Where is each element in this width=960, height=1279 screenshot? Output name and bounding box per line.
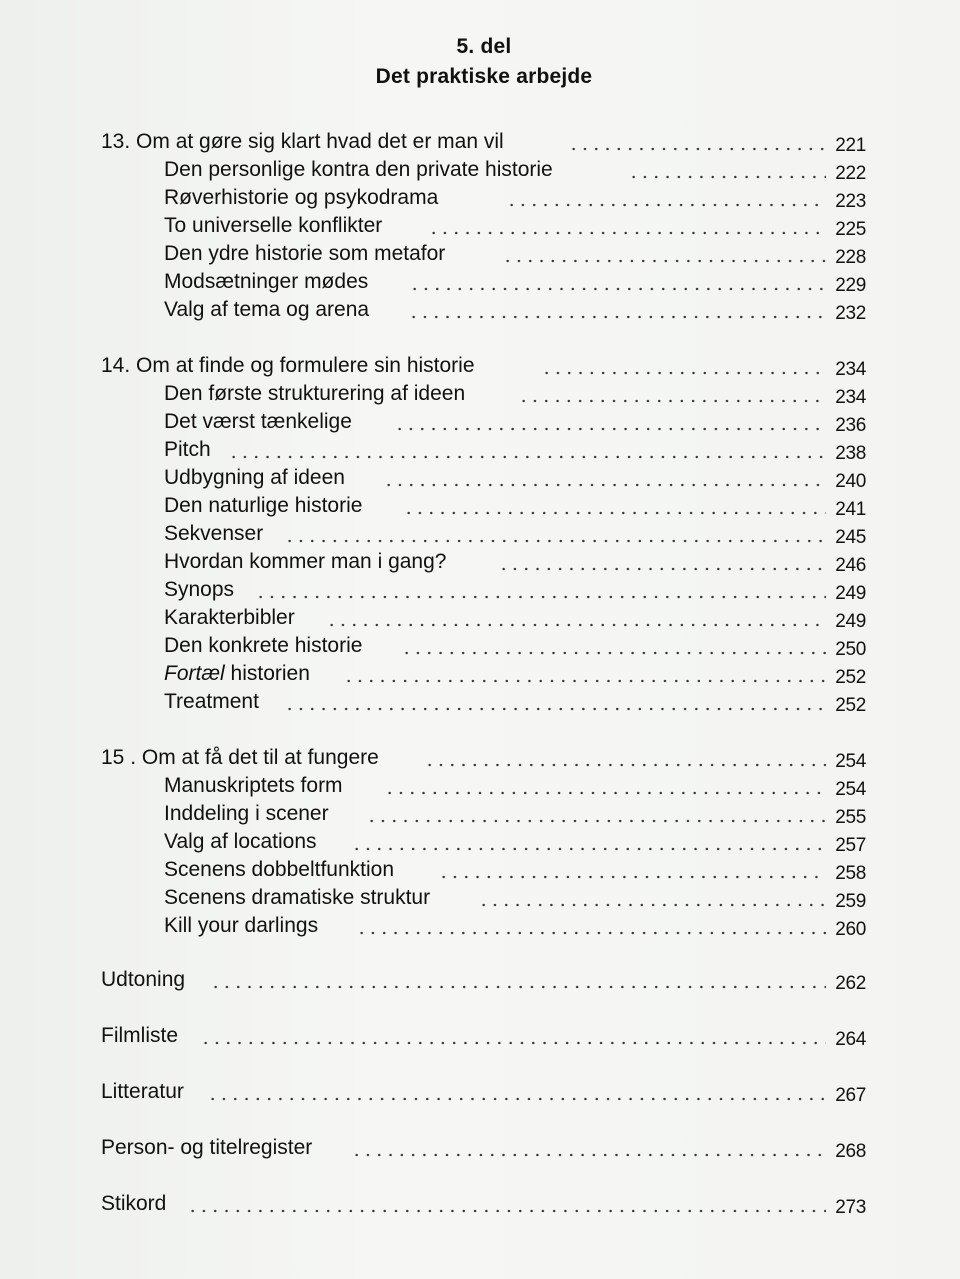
toc-entry — [0, 632, 960, 660]
leader-dots — [541, 352, 826, 380]
toc-entry-page: 236 — [835, 415, 866, 436]
toc-entry-page: 249 — [835, 583, 866, 604]
toc-entry-title: Det værst tænkelige — [164, 410, 352, 433]
toc-entry — [0, 660, 960, 688]
toc-entry — [0, 128, 960, 156]
leader-dots — [351, 1134, 826, 1162]
toc-entry — [0, 576, 960, 604]
toc-entry-page: 228 — [835, 247, 866, 268]
leader-dots — [518, 380, 826, 408]
toc-entry-title: Valg af tema og arena — [164, 298, 370, 321]
toc-entry-page: 273 — [835, 1197, 866, 1218]
toc-entry-page: 262 — [835, 973, 866, 994]
toc-entry — [0, 884, 960, 912]
toc-entry — [0, 772, 960, 800]
toc-entry-page: 254 — [835, 779, 866, 800]
toc-entry-page: 264 — [835, 1029, 866, 1050]
toc-entry-title: Pitch — [164, 438, 211, 461]
toc-entry-title: Person- og titelregister — [101, 1136, 313, 1159]
toc-entry-page: 234 — [835, 359, 866, 380]
toc-entry-title: Den ydre historie som metafor — [164, 242, 446, 265]
toc-entry-page: 232 — [835, 303, 866, 324]
leader-dots — [409, 268, 826, 296]
leader-dots — [403, 492, 826, 520]
toc-entry-title: To universelle konflikter — [164, 214, 383, 237]
leader-dots — [506, 184, 826, 212]
toc-entry — [0, 352, 960, 380]
toc-entry-title: Røverhistorie og psykodrama — [164, 186, 439, 209]
toc-entry-page: 254 — [835, 751, 866, 772]
toc-entry-title: Scenens dobbeltfunktion — [164, 858, 395, 881]
leader-dots — [366, 800, 826, 828]
toc-entry — [0, 912, 960, 940]
toc-entry-title: Modsætninger mødes — [164, 270, 369, 293]
toc-entry-title: 13. Om at gøre sig klart hvad det er man vil — [101, 130, 504, 153]
toc-entry-page: 255 — [835, 807, 866, 828]
leader-dots — [498, 548, 826, 576]
leader-dots — [210, 966, 826, 994]
toc-entry-title — [164, 660, 310, 688]
toc-entry-page: 258 — [835, 863, 866, 884]
toc-entry-title: Filmliste — [101, 1024, 178, 1047]
toc-entry-page: 257 — [835, 835, 866, 856]
toc-entry-page: 245 — [835, 527, 866, 548]
leader-dots — [326, 604, 826, 632]
toc-entry-page: 238 — [835, 443, 866, 464]
leader-dots — [438, 856, 826, 884]
leader-dots — [228, 436, 826, 464]
toc-entry-title: Udtoning — [101, 968, 186, 991]
toc-entry — [0, 1190, 960, 1218]
toc-entry-title: Kill your darlings — [164, 914, 319, 937]
toc-entry — [0, 380, 960, 408]
leader-dots — [351, 828, 826, 856]
toc-entry-title: 14. Om at finde og formulere sin historie — [101, 354, 475, 377]
leader-dots — [356, 912, 826, 940]
toc-entry-title: Den personlige kontra den private historie — [164, 158, 553, 181]
leader-dots — [428, 212, 826, 240]
leader-dots — [502, 240, 826, 268]
leader-dots — [424, 744, 826, 772]
part-number: 5. del — [456, 35, 512, 58]
toc-entry-title: Scenens dramatiske struktur — [164, 886, 431, 909]
toc-entry-title: Inddeling i scener — [164, 802, 329, 825]
toc-entry-page: 229 — [835, 275, 866, 296]
toc-entry — [0, 1134, 960, 1162]
toc-entry — [0, 1022, 960, 1050]
toc-entry-title: Litteratur — [101, 1080, 184, 1103]
toc-entry — [0, 156, 960, 184]
toc-entry-page: 249 — [835, 611, 866, 632]
toc-entry-title: Sekvenser — [164, 522, 264, 545]
toc-entry-title: Treatment — [164, 690, 259, 713]
toc-entry — [0, 408, 960, 436]
toc-entry — [0, 966, 960, 994]
leader-dots — [401, 632, 826, 660]
toc-entry — [0, 856, 960, 884]
leader-dots — [568, 128, 826, 156]
toc-entry — [0, 800, 960, 828]
toc-entry-page: 259 — [835, 891, 866, 912]
leader-dots — [200, 1022, 826, 1050]
toc-entry-title-rest: historien — [224, 662, 310, 685]
toc-entry-title: Manuskriptets form — [164, 774, 343, 797]
toc-entry — [0, 744, 960, 772]
toc-entry — [0, 464, 960, 492]
toc-entry-page: 221 — [835, 135, 866, 156]
toc-entry-page: 241 — [835, 499, 866, 520]
toc-entry-page: 260 — [835, 919, 866, 940]
toc-entry-title: Stikord — [101, 1192, 167, 1215]
toc-entry-page: 223 — [835, 191, 866, 212]
leader-dots — [394, 408, 826, 436]
toc-entry-page: 246 — [835, 555, 866, 576]
toc-entry-page: 252 — [835, 695, 866, 716]
toc-entry — [0, 436, 960, 464]
toc-entry — [0, 492, 960, 520]
toc-entry-title: 15 . Om at få det til at fungere — [101, 746, 379, 769]
toc-entry — [0, 296, 960, 324]
toc-entry-title: Den naturlige historie — [164, 494, 363, 517]
part-header — [0, 32, 960, 92]
toc-entry-title: Synops — [164, 578, 235, 601]
toc-entry — [0, 604, 960, 632]
toc-entry-title: Karakterbibler — [164, 606, 295, 629]
toc-entry — [0, 828, 960, 856]
leader-dots — [255, 576, 826, 604]
leader-dots — [343, 660, 826, 688]
toc-entry-title: Valg af locations — [164, 830, 317, 853]
leader-dots — [628, 156, 826, 184]
toc-entry-title-italic: Fortæl — [164, 662, 225, 685]
toc-entry-title: Den konkrete historie — [164, 634, 363, 657]
toc-entry-title: Hvordan kommer man i gang? — [164, 550, 447, 573]
toc-entry-page: 240 — [835, 471, 866, 492]
leader-dots — [284, 520, 826, 548]
leader-dots — [383, 464, 826, 492]
toc-entry-page: 225 — [835, 219, 866, 240]
toc-entry-page: 267 — [835, 1085, 866, 1106]
toc-entry-title: Den første strukturering af ideen — [164, 382, 466, 405]
toc-entry-page: 222 — [835, 163, 866, 184]
leader-dots — [187, 1190, 826, 1218]
toc-entry — [0, 184, 960, 212]
toc-entry — [0, 1078, 960, 1106]
toc-entry-page: 252 — [835, 667, 866, 688]
leader-dots — [384, 772, 826, 800]
toc-entry — [0, 548, 960, 576]
leader-dots — [207, 1078, 826, 1106]
toc-entry — [0, 212, 960, 240]
leader-dots — [478, 884, 826, 912]
leader-dots — [408, 296, 826, 324]
leader-dots — [284, 688, 826, 716]
toc-entry — [0, 240, 960, 268]
part-title: Det praktiske arbejde — [375, 65, 593, 88]
toc-entry-page: 268 — [835, 1141, 866, 1162]
toc-entry — [0, 520, 960, 548]
toc-entry-page: 250 — [835, 639, 866, 660]
toc-entry-page: 234 — [835, 387, 866, 408]
toc-entry-title: Udbygning af ideen — [164, 466, 345, 489]
toc-entry — [0, 268, 960, 296]
toc-entry — [0, 688, 960, 716]
